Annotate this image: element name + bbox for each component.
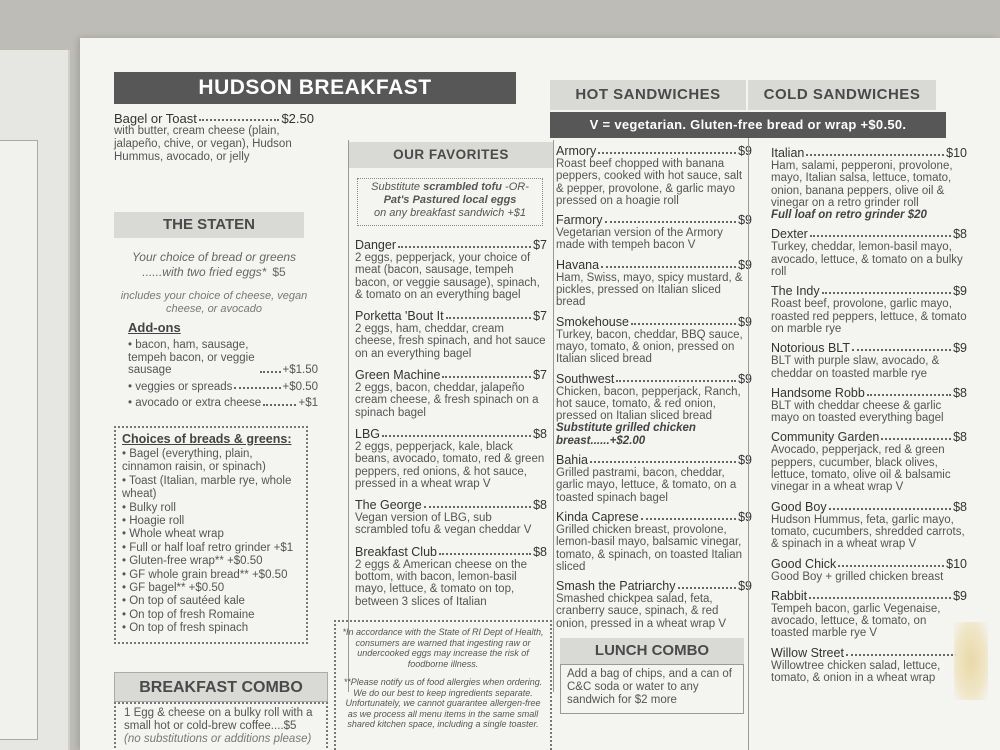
list-item: • Bulky roll — [122, 501, 176, 514]
menu-item-the-indy: The Indy $9 Roast beef, provolone, garlic mayo, roasted red peppers, lettuce, & tomato on marble rye — [771, 284, 967, 335]
page-title: HUDSON BREAKFAST — [114, 72, 516, 104]
breakfast-combo-box — [114, 702, 328, 750]
combo-text: 1 Egg & cheese on a bulky roll with a small hot or cold-brew coffee....$5 — [124, 707, 313, 732]
menu-item-good-boy: Good Boy $8 Hudson Hummus, feta, garlic mayo, tomato, cucumbers, shredded carrots, & spinach in a wheat wrap V — [771, 499, 967, 551]
menu-item-community-garden: Community Garden $8 Avocado, pepperjack, red & green peppers, cucumber, black olives, lettuce, tomato, olive oil & balsamic vinegar in a wheat wrap V — [771, 430, 967, 494]
bagel-name: Bagel or Toast — [114, 111, 197, 126]
menu-item-rabbit: Rabbit $9 Tempeh bacon, garlic Vegenaise, avocado, lettuce, & tomato, on toasted marble rye V — [771, 588, 967, 640]
adjacent-menu-page — [0, 50, 70, 750]
menu-item-lbg: LBG $8 2 eggs, pepperjack, kale, black beans, avocado, tomato, red & green peppers, red onions, & hot sauce, pressed in a wheat wrap V — [355, 426, 547, 490]
hot-sandwiches-header: HOT SANDWICHES — [550, 80, 746, 110]
menu-item-farmory: Farmory $9 Vegetarian version of the Armory made with tempeh bacon V — [556, 213, 752, 252]
list-item: • Toast (Italian, marble rye, whole wheat) — [122, 474, 292, 501]
choices-box — [114, 426, 308, 644]
list-item: • Full or half loaf retro grinder +$1 — [122, 541, 294, 554]
notice-raw-eggs: *In accordance with the State of RI Dept of Health, consumers are warned that ingesting raw or undercooked eggs may increase the risk of foodborne illness. — [342, 627, 544, 669]
staten-line2: ......with two fried eggs* — [142, 265, 267, 279]
tape-stain — [954, 622, 988, 700]
staten-includes: includes your choice of cheese, vegan cheese, or avocado — [120, 290, 308, 315]
list-item: • Hoagie roll — [122, 515, 185, 528]
menu-item-handsome-robb: Handsome Robb $8 BLT with cheddar cheese & garlic mayo on toasted everything bagel — [771, 385, 967, 425]
lunch-combo-box: Add a bag of chips, and a can of C&C soda or water to any sandwich for $2 more — [560, 664, 744, 714]
menu-item-porketta: Porketta 'Bout It $7 2 eggs, ham, cheddar, cream cheese, fresh spinach, and hot sauce on an everything bagel — [355, 309, 547, 360]
menu-item-the-george: The George $8 Vegan version of LBG, sub scrambled tofu & vegan cheddar V — [355, 498, 547, 537]
menu-item-armory: Armory $9 Roast beef chopped with banana peppers, cooked with hot sauce, salt & pepper, provolone, & garlic mayo pressed on a hoagie roll — [556, 144, 752, 207]
bagel-item — [114, 112, 314, 164]
list-item: • On top of sautéed kale — [122, 595, 245, 608]
menu-item-southwest: Southwest $9 Chicken, bacon, pepperjack, Ranch, hot sauce, tomato, & red onion, pressed on Italian sliced bread Substitute grilled chicken breast......+$2.00 — [556, 371, 752, 447]
substitute-note: Substitute scrambled tofu -OR- Pat's Pastured local eggs on any breakfast sandwich +$1 — [357, 178, 543, 226]
cold-sandwiches-list — [771, 146, 967, 690]
addons-header: Add-ons — [128, 320, 181, 335]
bagel-price: $2.50 — [281, 111, 314, 126]
choices-header: Choices of breads & greens: — [122, 432, 292, 446]
menu-item-bahia: Bahia $9 Grilled pastrami, bacon, cheddar, garlic mayo, lettuce, & tomato, on a toasted spinach bagel — [556, 453, 752, 504]
menu-item-notorious-blt: Notorious BLT $9 BLT with purple slaw, avocado, & cheddar on toasted marble rye — [771, 341, 967, 380]
cold-sandwiches-column — [748, 138, 966, 750]
addon-row: • avocado or extra cheese +$1 — [128, 397, 318, 409]
addon-row: • bacon, ham, sausage, tempeh bacon, or veggie sausage +$1.50 — [128, 339, 318, 376]
list-item: • Bagel (everything, plain, cinnamon raisin, or spinach) — [122, 448, 266, 474]
menu-item-smokehouse: Smokehouse $9 Turkey, bacon, cheddar, BBQ sauce, mayo, tomato, & onion, pressed on Italian sliced bread — [556, 314, 752, 366]
menu-item-dexter: Dexter $8 Turkey, cheddar, lemon-basil mayo, avocado, lettuce, & tomato on a bulky roll — [771, 227, 967, 279]
list-item: • On top of fresh spinach — [122, 622, 249, 635]
addons-section — [128, 320, 318, 410]
health-notice — [334, 620, 552, 750]
menu-sheet — [80, 38, 1000, 750]
menu-item-smash-the-patriarchy: Smash the Patriarchy $9 Smashed chickpea salad, feta, cranberry sauce, spinach, & red onion, pressed in a wheat wrap V — [556, 579, 752, 630]
menu-item-green-machine: Green Machine $7 2 eggs, bacon, cheddar, jalapeño cream cheese, & fresh spinach on a spinach bagel — [355, 368, 547, 419]
staten-price: $5 — [272, 265, 286, 279]
hot-sandwiches-list — [556, 144, 752, 636]
favorites-list — [355, 238, 547, 608]
staten-header: THE STATEN — [114, 212, 304, 238]
bagel-desc: with butter, cream cheese (plain, jalapeño, chive, or vegan), Hudson Hummus, avocado, or jelly — [114, 125, 292, 163]
list-item: • Whole wheat wrap — [122, 528, 224, 541]
combo-note: (no substitutions or additions please) — [124, 733, 312, 745]
favorites-header: OUR FAVORITES — [349, 142, 553, 168]
list-item: • On top of fresh Romaine — [122, 608, 255, 621]
favorites-column — [348, 140, 554, 692]
menu-item-danger: Danger $7 2 eggs, pepperjack, your choice of meat (bacon, sausage, tempeh bacon, or veggie sausage), spinach, & tomato on an everything bagel — [355, 238, 547, 301]
menu-item-breakfast-club: Breakfast Club $8 2 eggs & American cheese on the bottom, with bacon, lemon-basil mayo, lettuce, & tomato on top, between 3 slices of Italian — [355, 544, 547, 608]
cold-sandwiches-header: COLD SANDWICHES — [748, 80, 936, 110]
adjacent-page-border — [0, 140, 38, 740]
list-item: • GF whole grain bread** +$0.50 — [122, 568, 288, 581]
lunch-combo-header: LUNCH COMBO — [560, 638, 744, 664]
staten-line1: Your choice of bread or greens — [131, 250, 297, 264]
list-item: • Gluten-free wrap** +$0.50 — [122, 555, 263, 568]
vegetarian-note: V = vegetarian. Gluten-free bread or wrap +$0.50. — [550, 112, 946, 138]
staten-item — [114, 250, 314, 316]
addon-row: • veggies or spreads +$0.50 — [128, 380, 318, 393]
menu-item-kinda-caprese: Kinda Caprese $9 Grilled chicken breast, provolone, lemon-basil mayo, balsamic vinegar, tomato, & spinach, on toasted Italian sliced — [556, 509, 752, 573]
breakfast-combo-header: BREAKFAST COMBO — [114, 672, 328, 702]
menu-item-willow-street: Willow Street Willowtree chicken salad, lettuce, tomato, & onion in a wheat wrap — [771, 646, 967, 685]
menu-item-havana: Havana $9 Ham, Swiss, mayo, spicy mustard, & pickles, pressed on Italian sliced bread — [556, 257, 752, 309]
menu-item-good-chick: Good Chick $10 Good Boy + grilled chicken breast — [771, 556, 967, 583]
list-item: • GF bagel** +$0.50 — [122, 582, 225, 595]
menu-item-italian: Italian $10 Ham, salami, pepperoni, provolone, mayo, Italian salsa, lettuce, tomato, onion, banana peppers, olive oil & vinegar on a retro grinder roll Full loaf on retro grinder $20 — [771, 146, 967, 222]
notice-allergies: **Please notify us of food allergies when ordering. We do our best to keep ingredients separate. Unfortunately, we cannot guarantee allergen-free as we process all menu items in the same small shared kitchen space, including a single toaster. — [343, 677, 543, 729]
